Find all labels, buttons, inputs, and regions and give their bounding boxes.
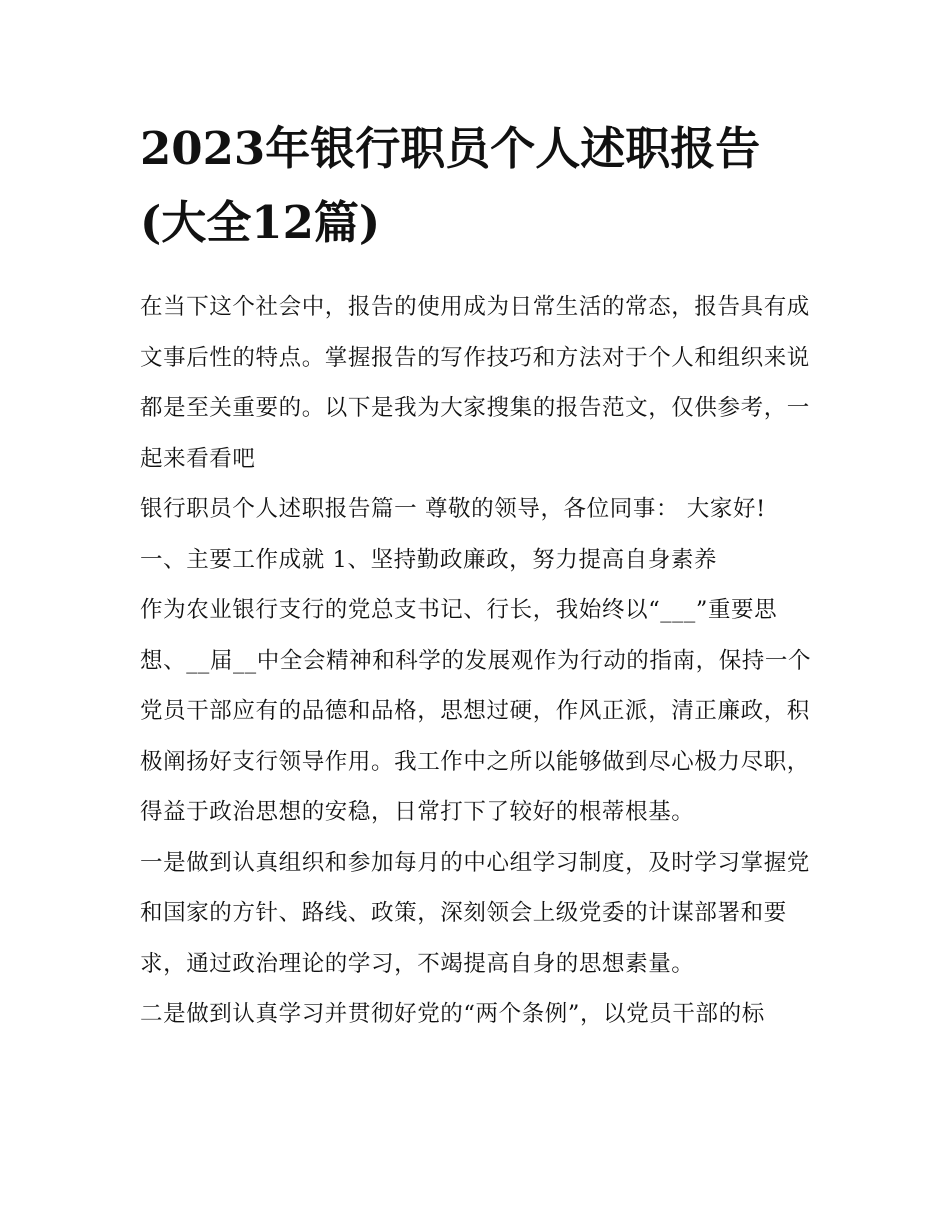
document-page [140, 112, 812, 1040]
paragraph-body-2: 一是做到认真组织和参加每月的中心组学习制度，及时学习掌握党和国家的方针、路线、政策，深刻领会上级党委的计谋部署和要求，通过政治理论的学习，不竭提高自身的思想素量。 [140, 849, 810, 977]
paragraph-body-3: 二是做到认真学习并贯彻好党的“两个条例”，以党员干部的标 [140, 1001, 765, 1027]
paragraph-section-heading: 一、主要工作成就 1、坚持勤政廉政，努力提高自身素养 [140, 546, 718, 573]
paragraph-body-1: 作为农业银行支行的党总支书记、行长，我始终以“___”重要思想、__届__中全会精神和科学的发展观作为行动的指南，保持一个党员干部应有的品德和品格，思想过硬，作风正派，清正廉政，积极阐扬好支行领导作用。我工作中之所以能够做到尽心极力尽职，得益于政治思想的安稳，日常打下了较好的根蒂根基。 [140, 597, 812, 825]
paragraph-greeting: 银行职员个人述职报告篇一 尊敬的领导，各位同事： 大家好! [140, 496, 766, 522]
document-title: 2023年银行职员个人述职报告(大全12篇) [140, 122, 761, 249]
paragraph-intro: 在当下这个社会中，报告的使用成为日常生活的常态，报告具有成文事后性的特点。掌握报告的写作技巧和方法对于个人和组织来说都是至关重要的。以下是我为大家搜集的报告范文，仅供参考，一起来看看吧 [140, 294, 810, 472]
